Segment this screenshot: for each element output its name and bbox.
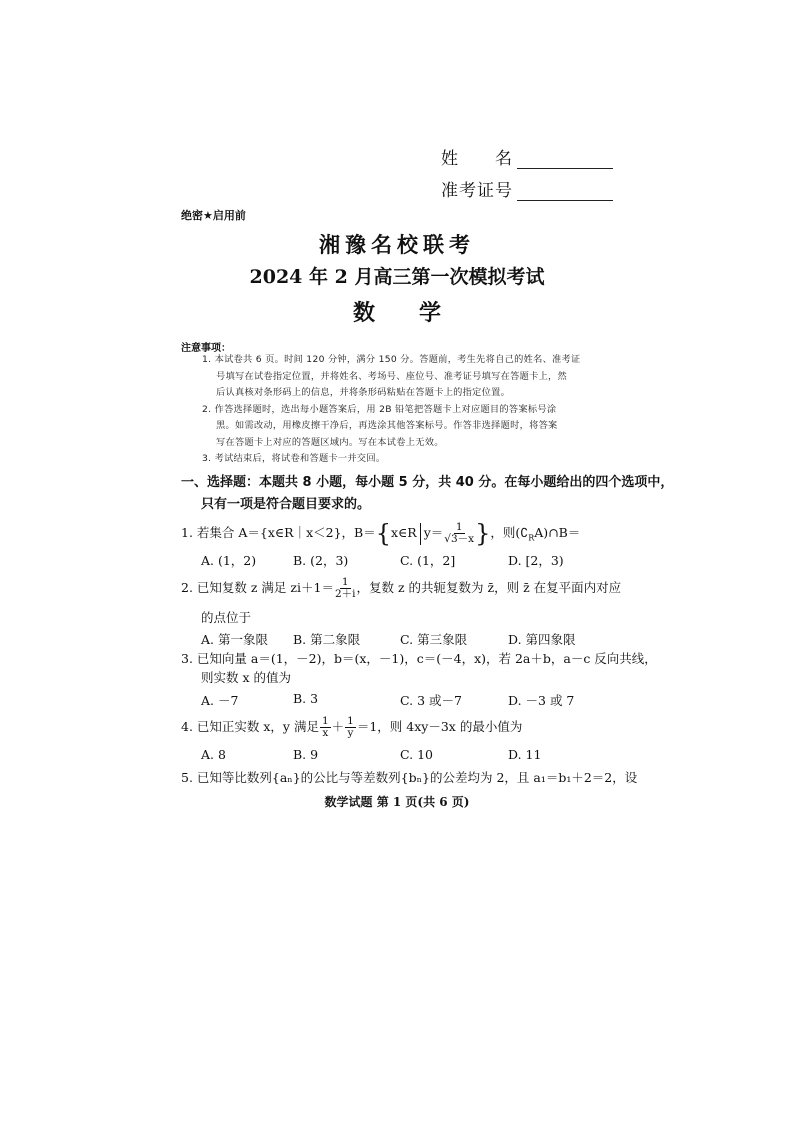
question-4: 4. 已知正实数 x，y 满足 $\frac{1}{x}$ ＋ $\frac{1}{y}$ ＝1，则 4xy－3x 的最小值为	[181, 715, 523, 739]
q3-line2: 则实数 x 的值为	[201, 670, 291, 685]
left-brace-icon: {	[375, 519, 391, 548]
exam-title: 2024 年 2 月高三第一次模拟考试	[249, 266, 545, 288]
q4-option-a[interactable]: A. 8	[201, 747, 226, 762]
notice-line: 3. 考试结束后，将试卷和答题卡一并交回。	[202, 453, 386, 464]
notice-line: 2. 作答选择题时，选出每小题答案后，用 2B 铅笔把答题卡上对应题目的答案标号涂	[202, 403, 557, 415]
q4-fraction-2: $\frac{1}{y}$	[347, 715, 354, 739]
q4-text: 4. 已知正实数 x，y 满足	[181, 719, 319, 734]
name-label: 姓 名	[441, 149, 513, 169]
q4-option-d[interactable]: D. 11	[508, 747, 542, 762]
q2-option-b[interactable]: B. 第二象限	[293, 632, 361, 647]
q3-option-c[interactable]: C. 3 或－7	[400, 693, 462, 708]
notice-line: 黑。如需改动，用橡皮擦干净后，再选涂其他答案标号。作答非选择题时，将答案	[216, 420, 558, 431]
q1-subscript: R	[528, 533, 535, 543]
q3-option-d[interactable]: D. －3 或 7	[508, 693, 575, 708]
q4-option-b[interactable]: B. 9	[293, 747, 319, 762]
q1-option-c[interactable]: C. (1，2]	[400, 553, 456, 568]
page-footer: 数学试题 第 1 页(共 6 页)	[324, 795, 470, 809]
exam-number-label: 准考证号	[441, 181, 513, 201]
name-input-line[interactable]	[517, 150, 613, 169]
exam-number-row	[441, 176, 613, 201]
set-bar-icon	[420, 523, 421, 545]
q1-option-b[interactable]: B. (2，3)	[293, 553, 349, 568]
exam-number-input-line[interactable]	[517, 182, 613, 201]
q1-option-d[interactable]: D. [2，3)	[508, 553, 564, 568]
question-5: 5. 已知等比数列{aₙ}的公比与等差数列{bₙ}的公差均为 2，且 a₁＝b₁＋2＝2，设	[181, 770, 638, 785]
notice-block	[202, 352, 622, 468]
notice-line: 1. 本试卷共 6 页。时间 120 分钟，满分 150 分。答题前，考生先将自己的姓名、准考证	[202, 354, 581, 365]
q1-fraction: $\frac{1}{√3-x}$	[444, 521, 475, 545]
right-brace-icon: }	[475, 519, 491, 548]
notice-line: 写在答题卡上对应的答题区域内。写在本试卷上无效。	[216, 436, 444, 448]
q1-post: ，则(∁	[490, 525, 529, 540]
q1-y-eq: y＝	[423, 525, 444, 540]
q2-option-d[interactable]: D. 第四象限	[508, 632, 576, 647]
q2-line2: 的点位于	[201, 610, 252, 625]
subject-title: 数 学	[352, 300, 441, 326]
q1-post2: A)∩B＝	[534, 525, 581, 540]
q1-option-a[interactable]: A. (1，2)	[201, 553, 257, 568]
q2-option-c[interactable]: C. 第三象限	[400, 632, 468, 647]
q1-set-lhs: x∈R	[391, 525, 417, 540]
q4-option-c[interactable]: C. 10	[400, 747, 433, 762]
q3-option-b[interactable]: B. 3	[293, 691, 319, 706]
q4-post: ＝1，则 4xy－3x 的最小值为	[356, 719, 523, 734]
notice-heading: 注意事项：	[181, 343, 231, 354]
notice-line: 后认真核对条形码上的信息，并将条形码粘贴在答题卡上的指定位置。	[216, 387, 511, 398]
name-field-row	[441, 144, 613, 169]
question-1	[181, 519, 581, 548]
section-heading-cont: 只有一项是符合题目要求的。	[201, 497, 371, 512]
q1-text: 1. 若集合 A＝{x∈R｜x＜2}，B＝	[181, 525, 376, 540]
q4-fraction-1: $\frac{1}{x}$	[321, 715, 329, 739]
exam-series-title: 湘豫名校联考	[319, 232, 475, 257]
secret-label: 绝密★启用前	[181, 209, 246, 222]
question-3: 3. 已知向量 a＝(1，－2)，b＝(x，－1)，c＝(－4，x)，若 2a＋b，a－c 反向共线，	[181, 651, 657, 666]
q2-fraction: $\frac{1}{2+i}$	[334, 576, 356, 600]
section-heading: 一、选择题：本题共 8 小题，每小题 5 分，共 40 分。在每小题给出的四个选项中，	[181, 475, 674, 490]
notice-line: 号填写在试卷指定位置，并将姓名、考场号、座位号、准考证号填写在答题卡上，然	[216, 370, 568, 382]
q2-post: ，复数 z 的共轭复数为 z̄，则 z̄ 在复平面内对应	[356, 580, 622, 595]
q2-option-a[interactable]: A. 第一象限	[201, 632, 268, 647]
q3-option-a[interactable]: A. －7	[201, 693, 239, 708]
question-2	[181, 577, 621, 600]
q2-text: 2. 已知复数 z 满足 zi＋1＝	[181, 580, 334, 595]
